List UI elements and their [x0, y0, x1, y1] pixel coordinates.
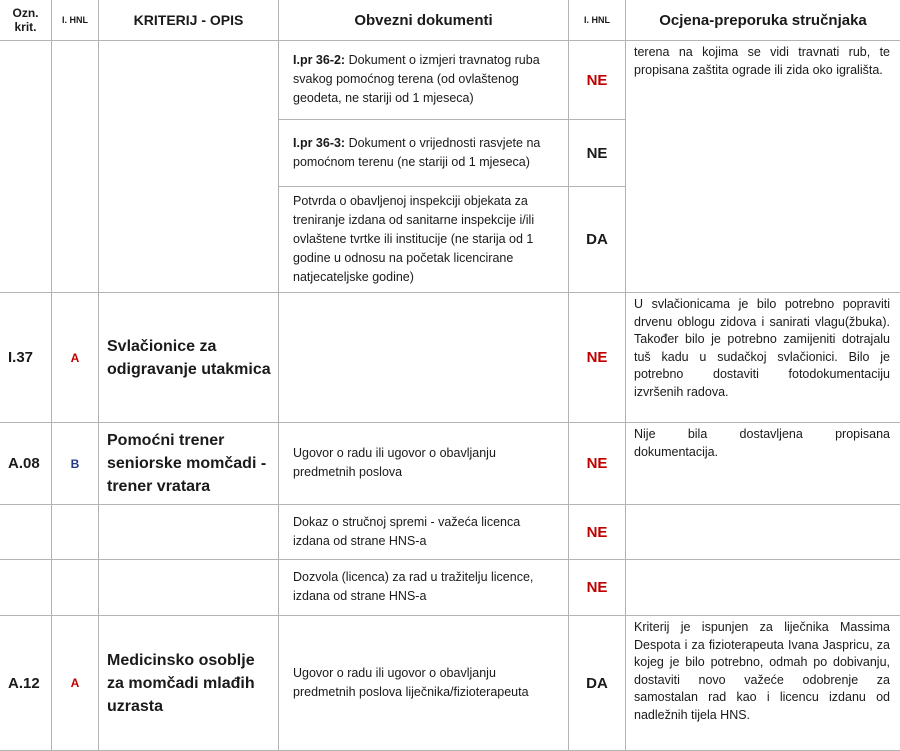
recommendation-cell: Kriterij je ispunjen za liječnika Massima Despota i za fizioterapeuta Ivana Jaspricu, za kojeg je bilo potrebno, odmah po dobivanju, dostaviti novo važeće odobrenje za samostalan rad kao i licencu izdanu od nadležnih tijela HNS. [626, 616, 900, 751]
status-cell: NE [569, 120, 626, 187]
category-cell-empty [52, 505, 99, 560]
document-cell [279, 293, 569, 423]
header-ozn-krit: Ozn. krit. [0, 0, 52, 41]
status-cell: NE [569, 505, 626, 560]
table-row [0, 293, 900, 423]
code-cell-empty [0, 560, 52, 616]
table-row [0, 616, 900, 751]
header-hnl: I. HNL [52, 0, 99, 41]
recommendation-cell-empty [626, 560, 900, 616]
document-cell [279, 120, 569, 187]
header-ocjena-preporuka: Ocjena-preporuka stručnjaka [626, 0, 900, 41]
table-row [0, 423, 900, 505]
document-text: Dokument o vrijednosti rasvjete na pomoćnom terenu (ne stariji od 1 mjeseca) [293, 136, 540, 169]
document-cell: Ugovor o radu ili ugovor o obavljanju predmetnih poslova [279, 423, 569, 505]
document-text: Dokument o izmjeri travnatog ruba svakog pomoćnog terena (od ovlaštenog geodeta, ne stariji od 1 mjeseca) [293, 53, 540, 105]
document-prefix: I.pr 36-3: [293, 136, 345, 150]
opis-cell-empty [99, 505, 279, 560]
criterion-description: Medicinsko osoblje za momčadi mlađih uzrasta [99, 616, 279, 751]
document-cell: Dozvola (licenca) za rad u tražitelju licence, izdana od strane HNS-a [279, 560, 569, 616]
table-row [0, 505, 900, 560]
criterion-description: Svlačionice za odigravanje utakmica [99, 293, 279, 423]
opis-cell-empty [99, 560, 279, 616]
recommendation-cell: U svlačionicama je bilo potrebno popraviti drvenu oblogu zidova i sanirati vlagu(žbuka). Također bilo je potrebno zamijeniti dotrajalu tuš kadu u sudačkoj svlačionici. Bilo je potrebno dostaviti fotodokumentaciju izvršenih radova. [626, 293, 900, 423]
header-hnl-status: I. HNL [569, 0, 626, 41]
status-cell: NE [569, 293, 626, 423]
criterion-code: I.37 [0, 293, 52, 423]
document-cell: Ugovor o radu ili ugovor o obavljanju predmetnih poslova liječnika/fizioterapeuta [279, 616, 569, 751]
document-prefix: I.pr 36-2: [293, 53, 345, 67]
category-cell-empty [52, 560, 99, 616]
status-cell: NE [569, 41, 626, 120]
document-cell: Dokaz o stručnoj spremi - važeća licenca izdana od strane HNS-a [279, 505, 569, 560]
status-cell: DA [569, 187, 626, 293]
criterion-category: A [52, 616, 99, 751]
status-cell: NE [569, 423, 626, 505]
code-cell-empty [0, 505, 52, 560]
document-cell [279, 41, 569, 120]
recommendation-cell: terena na kojima se vidi travnati rub, te propisana zaštita ograde ili zida oko igrališta. [626, 41, 900, 293]
table-row [0, 41, 900, 120]
recommendation-cell-empty [626, 505, 900, 560]
status-cell: NE [569, 560, 626, 616]
document-cell: Potvrda o obavljenoj inspekciji objekata za treniranje izdana od sanitarne inspekcije i/ili ovlaštene tvrtke ili institucije (ne starija od 1 godine u odnosu na početak licencirane natjecateljske godine) [279, 187, 569, 293]
header-kriterij-opis: KRITERIJ - OPIS [99, 0, 279, 41]
recommendation-cell: Nije bila dostavljena propisana dokumentacija. [626, 423, 900, 505]
criterion-category: B [52, 423, 99, 505]
status-cell: DA [569, 616, 626, 751]
opis-cell-empty [99, 41, 279, 293]
criterion-code: A.12 [0, 616, 52, 751]
category-cell-empty [52, 41, 99, 293]
criterion-category: A [52, 293, 99, 423]
criterion-code: A.08 [0, 423, 52, 505]
table-row [0, 560, 900, 616]
header-obvezni-dokumenti: Obvezni dokumenti [279, 0, 569, 41]
criterion-description: Pomoćni trener seniorske momčadi - trener vratara [99, 423, 279, 505]
code-cell-empty [0, 41, 52, 293]
table-header-row [0, 0, 900, 41]
